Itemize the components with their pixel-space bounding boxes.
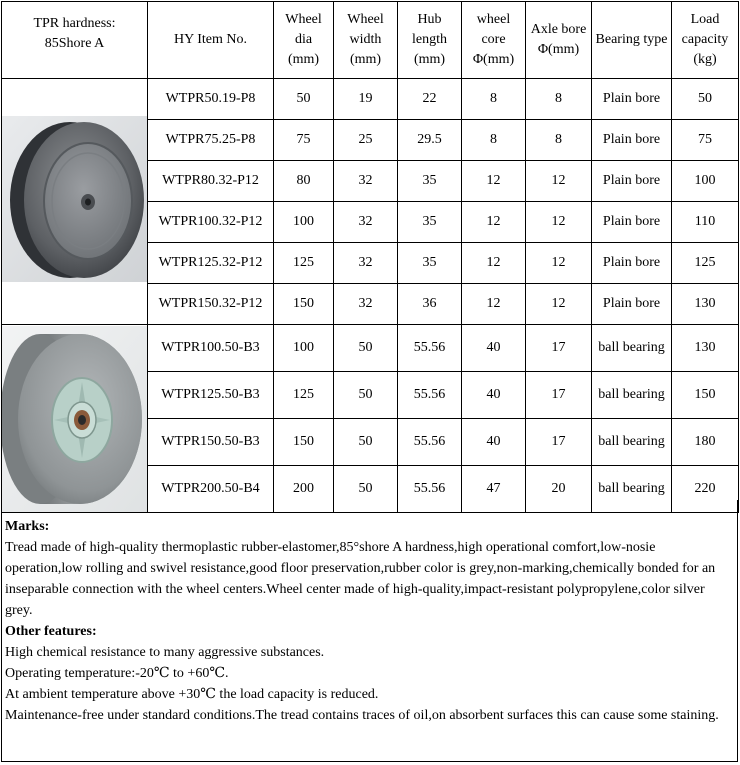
wheel-core: 12 <box>462 161 526 202</box>
table-row <box>2 79 739 120</box>
axle-bore: 8 <box>526 120 592 161</box>
item-no: WTPR80.32-P12 <box>148 161 274 202</box>
hub-length: 35 <box>398 161 462 202</box>
hub-length: 22 <box>398 79 462 120</box>
feature-temperature: Operating temperature:-20℃ to +60℃. <box>5 666 229 681</box>
wheel-width: 50 <box>334 466 398 513</box>
item-no: WTPR150.50-B3 <box>148 419 274 466</box>
bearing-type: ball bearing <box>592 419 672 466</box>
load-capacity: 50 <box>672 79 739 120</box>
hardness-label: TPR hardness: <box>33 16 116 31</box>
item-no: WTPR150.32-P12 <box>148 284 274 325</box>
hardness-corner-cell <box>2 2 148 79</box>
hub-length: 35 <box>398 243 462 284</box>
bearing-type: Plain bore <box>592 284 672 325</box>
item-no: WTPR50.19-P8 <box>148 79 274 120</box>
bearing-type: Plain bore <box>592 161 672 202</box>
bearing-type: Plain bore <box>592 202 672 243</box>
wheel-width: 25 <box>334 120 398 161</box>
item-no: WTPR200.50-B4 <box>148 466 274 513</box>
load-capacity: 150 <box>672 372 739 419</box>
wheel-core: 12 <box>462 243 526 284</box>
wheel-dia: 150 <box>274 419 334 466</box>
hub-length: 55.56 <box>398 419 462 466</box>
hub-length: 55.56 <box>398 466 462 513</box>
hub-length: 55.56 <box>398 325 462 372</box>
wheel-core: 47 <box>462 466 526 513</box>
item-no: WTPR100.32-P12 <box>148 202 274 243</box>
axle-bore: 17 <box>526 372 592 419</box>
header-axle-bore: Axle bore Φ(mm) <box>526 2 592 79</box>
wheel-width: 50 <box>334 325 398 372</box>
wheel-dia: 150 <box>274 284 334 325</box>
wheel-dia: 125 <box>274 372 334 419</box>
header-load-capacity: Load capacity (kg) <box>672 2 739 79</box>
hub-length: 36 <box>398 284 462 325</box>
item-no: WTPR125.32-P12 <box>148 243 274 284</box>
light-grey-wheel-icon <box>2 326 148 512</box>
bearing-type: ball bearing <box>592 372 672 419</box>
dark-grey-wheel-icon <box>2 80 148 324</box>
marks-text: Tread made of high-quality thermoplastic rubber-elastomer,85°shore A hardness,high operational comfort,low-nosie operation,low rolling and swivel resistance,good floor preservation,rubber color is grey,non-marking,chemically bonded for an inseparable connection with the wheel centers.Wheel center made of high-quality,impact-resistant polypropylene,color silver grey. <box>5 540 716 618</box>
wheel-dia: 100 <box>274 325 334 372</box>
feature-load-reduction: At ambient temperature above +30℃ the load capacity is reduced. <box>5 687 379 702</box>
item-no: WTPR125.50-B3 <box>148 372 274 419</box>
bearing-type: ball bearing <box>592 325 672 372</box>
wheel-core: 40 <box>462 419 526 466</box>
header-item-no: HY Item No. <box>148 2 274 79</box>
load-capacity: 125 <box>672 243 739 284</box>
wheel-width: 32 <box>334 202 398 243</box>
bearing-type: Plain bore <box>592 120 672 161</box>
wheel-dia: 125 <box>274 243 334 284</box>
item-no: WTPR75.25-P8 <box>148 120 274 161</box>
wheel-width: 32 <box>334 243 398 284</box>
wheel-dia: 100 <box>274 202 334 243</box>
plain-bore-wheel-photo <box>2 79 148 325</box>
wheel-width: 32 <box>334 284 398 325</box>
marks-heading: Marks: <box>5 519 50 534</box>
wheel-dia: 50 <box>274 79 334 120</box>
header-row <box>2 2 739 79</box>
load-capacity: 110 <box>672 202 739 243</box>
feature-maintenance: Maintenance-free under standard conditions.The tread contains traces of oil,on absorbent surfaces this can cause some staining. <box>5 708 719 723</box>
bearing-type: ball bearing <box>592 466 672 513</box>
notes-panel <box>1 500 738 762</box>
load-capacity: 130 <box>672 284 739 325</box>
wheel-width: 50 <box>334 372 398 419</box>
axle-bore: 12 <box>526 243 592 284</box>
wheel-dia: 75 <box>274 120 334 161</box>
wheel-width: 32 <box>334 161 398 202</box>
bearing-type: Plain bore <box>592 243 672 284</box>
item-no: WTPR100.50-B3 <box>148 325 274 372</box>
wheel-core: 12 <box>462 202 526 243</box>
other-features-heading: Other features: <box>5 624 97 639</box>
axle-bore: 12 <box>526 284 592 325</box>
hub-length: 35 <box>398 202 462 243</box>
hardness-value: 85Shore A <box>44 36 105 51</box>
wheel-spec-table <box>1 1 739 513</box>
header-wheel-core: wheel core Φ(mm) <box>462 2 526 79</box>
wheel-width: 19 <box>334 79 398 120</box>
wheel-core: 8 <box>462 79 526 120</box>
wheel-core: 40 <box>462 325 526 372</box>
axle-bore: 17 <box>526 419 592 466</box>
wheel-dia: 80 <box>274 161 334 202</box>
ball-bearing-wheel-photo <box>2 325 148 513</box>
axle-bore: 17 <box>526 325 592 372</box>
load-capacity: 100 <box>672 161 739 202</box>
load-capacity: 220 <box>672 466 739 513</box>
axle-bore: 8 <box>526 79 592 120</box>
hub-length: 55.56 <box>398 372 462 419</box>
load-capacity: 180 <box>672 419 739 466</box>
axle-bore: 20 <box>526 466 592 513</box>
header-wheel-dia: Wheel dia (mm) <box>274 2 334 79</box>
wheel-core: 12 <box>462 284 526 325</box>
hub-length: 29.5 <box>398 120 462 161</box>
wheel-dia: 200 <box>274 466 334 513</box>
feature-chemical: High chemical resistance to many aggressive substances. <box>5 645 325 660</box>
axle-bore: 12 <box>526 161 592 202</box>
table-row <box>2 325 739 372</box>
wheel-core: 40 <box>462 372 526 419</box>
load-capacity: 130 <box>672 325 739 372</box>
header-bearing-type: Bearing type <box>592 2 672 79</box>
load-capacity: 75 <box>672 120 739 161</box>
axle-bore: 12 <box>526 202 592 243</box>
wheel-width: 50 <box>334 419 398 466</box>
header-hub-length: Hub length (mm) <box>398 2 462 79</box>
bearing-type: Plain bore <box>592 79 672 120</box>
wheel-core: 8 <box>462 120 526 161</box>
header-wheel-width: Wheel width (mm) <box>334 2 398 79</box>
